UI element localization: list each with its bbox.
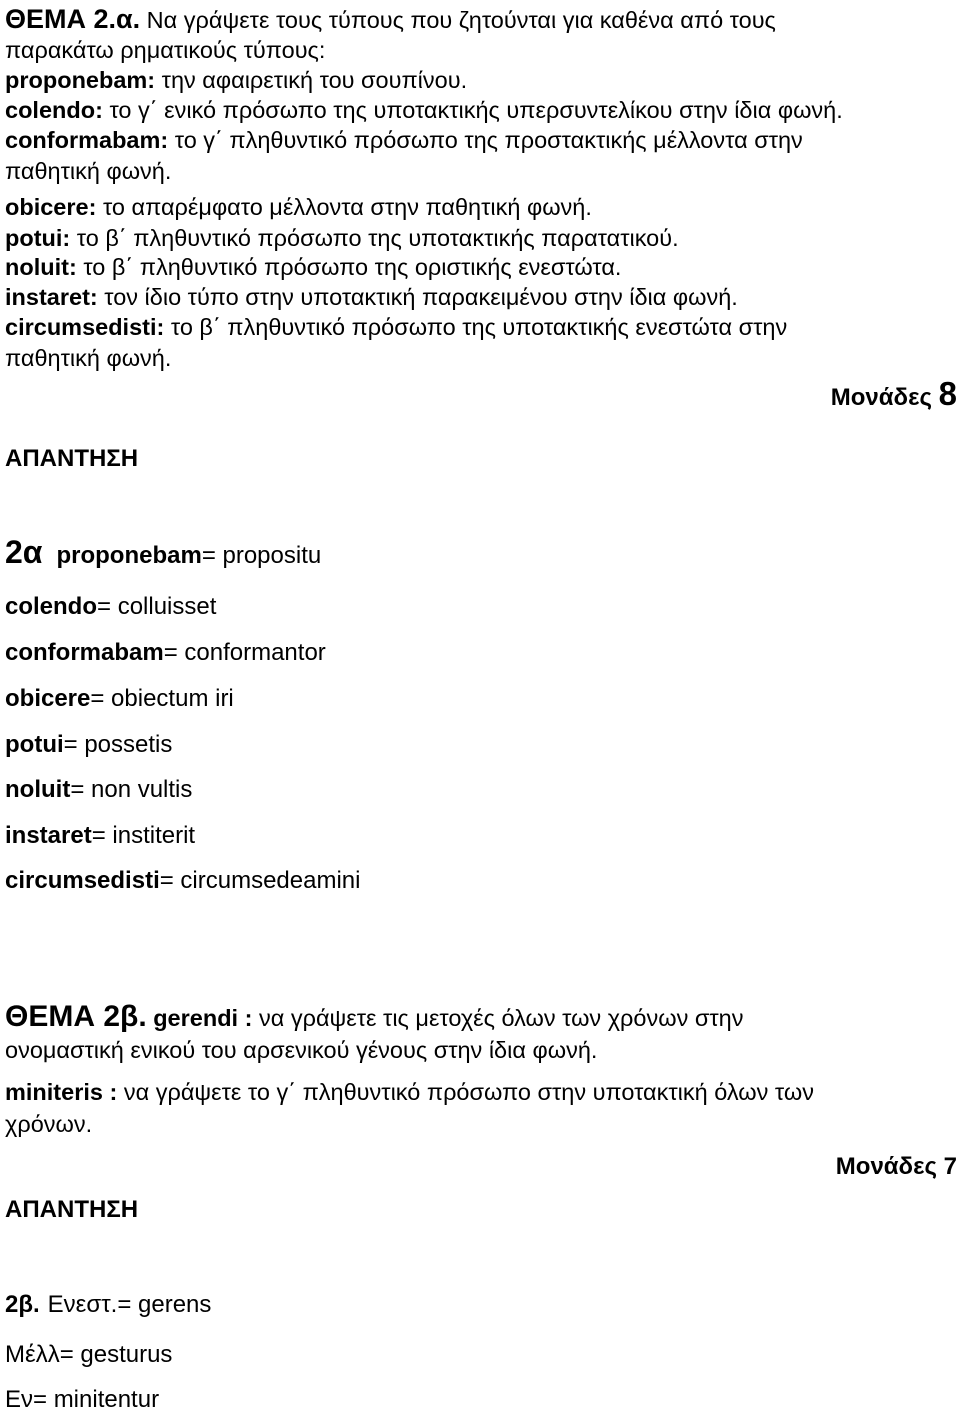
question-item bbox=[5, 1078, 814, 1108]
item-word: potui: bbox=[5, 225, 71, 251]
answer-row bbox=[5, 821, 195, 851]
answer-row: Εν= minitentur bbox=[5, 1386, 160, 1413]
item-desc-continued: χρόνων. bbox=[5, 1111, 93, 1137]
answer-prefix: 2α bbox=[5, 534, 43, 570]
answer-value: Ενεστ.= gerens bbox=[47, 1291, 212, 1318]
question-2b-heading: ΘΕΜΑ 2β. bbox=[5, 1000, 147, 1033]
question-2a-intro: Να γράψετε τους τύπους που ζητούνται για καθένα από τους bbox=[146, 7, 776, 33]
item-desc: το γ΄ πληθυντικό πρόσωπο της προστακτικής μέλλοντα στην bbox=[174, 127, 803, 153]
item-word: instaret: bbox=[5, 284, 98, 310]
item-desc: το β΄ πληθυντικό πρόσωπο της υποτακτικής ενεστώτα στην bbox=[170, 314, 788, 340]
answer-word: obicere bbox=[5, 685, 91, 712]
answer-value: = propositu bbox=[201, 542, 322, 569]
answer-value: = possetis bbox=[63, 731, 173, 758]
question-item bbox=[5, 193, 592, 223]
answer-value: = conformantor bbox=[163, 639, 326, 666]
answer-heading-2b: ΑΠΑΝΤΗΣΗ bbox=[5, 1196, 139, 1223]
item-word: noluit: bbox=[5, 254, 77, 280]
question-2a-heading: ΘΕΜΑ 2.α. bbox=[5, 4, 141, 34]
answer-row bbox=[5, 684, 234, 714]
points-2a bbox=[831, 374, 957, 418]
answer-row bbox=[5, 1290, 211, 1320]
answer-word: conformabam bbox=[5, 639, 164, 666]
answer-row bbox=[5, 866, 360, 896]
points-label: Μονάδες bbox=[830, 384, 932, 411]
item-desc-continued: ονομαστική ενικού του αρσενικού γένους στην ίδια φωνή. bbox=[5, 1037, 598, 1063]
item-desc-continued: παθητική φωνή. bbox=[5, 345, 172, 371]
item-word: proponebam: bbox=[5, 67, 156, 93]
answer-row bbox=[5, 534, 322, 571]
answer-prefix: 2β. bbox=[5, 1291, 40, 1318]
item-desc-continued: παθητική φωνή. bbox=[5, 158, 172, 184]
item-desc: το απαρέμφατο μέλλοντα στην παθητική φωνή. bbox=[102, 194, 592, 220]
item-word: obicere: bbox=[5, 194, 97, 220]
answer-value: = colluisset bbox=[97, 593, 217, 620]
item-desc: το β΄ πληθυντικό πρόσωπο της υποτακτικής παρατατικού. bbox=[76, 225, 679, 251]
item-word: miniteris : bbox=[5, 1079, 118, 1105]
answer-word: noluit bbox=[5, 776, 71, 803]
answer-row bbox=[5, 638, 326, 668]
question-item bbox=[5, 96, 843, 126]
answer-heading-2a: ΑΠΑΝΤΗΣΗ bbox=[5, 445, 139, 472]
question-item bbox=[5, 126, 803, 156]
question-item bbox=[5, 224, 679, 254]
question-item bbox=[5, 283, 738, 313]
points-2b: Μονάδες 7 bbox=[835, 1153, 957, 1180]
answer-word: proponebam bbox=[56, 542, 202, 569]
answer-row bbox=[5, 730, 172, 760]
item-desc: το β΄ πληθυντικό πρόσωπο της οριστικής ενεστώτα. bbox=[83, 254, 622, 280]
item-desc: τον ίδιο τύπο στην υποτακτική παρακειμένου στην ίδια φωνή. bbox=[104, 284, 738, 310]
item-desc: το γ΄ ενικό πρόσωπο της υποτακτικής υπερσυντελίκου στην ίδια φωνή. bbox=[109, 97, 843, 123]
answer-word: circumsedisti bbox=[5, 867, 160, 894]
question-2a-line1 bbox=[5, 5, 776, 36]
answer-row bbox=[5, 592, 216, 622]
item-word: conformabam: bbox=[5, 127, 169, 153]
item-desc: να γράψετε το γ΄ πληθυντικό πρόσωπο στην υποτακτική όλων των bbox=[123, 1079, 814, 1105]
points-value: 8 bbox=[938, 375, 957, 412]
question-item bbox=[5, 66, 467, 96]
answer-value: = circumsedeamini bbox=[159, 867, 361, 894]
question-item bbox=[5, 253, 621, 283]
item-word: circumsedisti: bbox=[5, 314, 165, 340]
question-item bbox=[5, 313, 787, 343]
item-word: colendo: bbox=[5, 97, 103, 123]
answer-value: = non vultis bbox=[70, 776, 193, 803]
question-2b-line1 bbox=[5, 999, 743, 1036]
answer-row bbox=[5, 775, 192, 805]
answer-row: Μέλλ= gesturus bbox=[5, 1341, 173, 1368]
answer-value: = instit​erit bbox=[91, 822, 196, 849]
answer-word: colendo bbox=[5, 593, 98, 620]
item-desc: να γράψετε τις μετοχές όλων των χρόνων στην bbox=[258, 1005, 744, 1031]
item-word: gerendi : bbox=[153, 1005, 253, 1031]
item-desc: την αφαιρετική του σουπίνου. bbox=[161, 67, 468, 93]
answer-word: instaret bbox=[5, 822, 92, 849]
answer-word: potui bbox=[5, 731, 64, 758]
answer-value: = obiectum iri bbox=[90, 685, 234, 712]
question-2a-intro-line2: παρακάτω ρηματικούς τύπους: bbox=[5, 37, 326, 63]
